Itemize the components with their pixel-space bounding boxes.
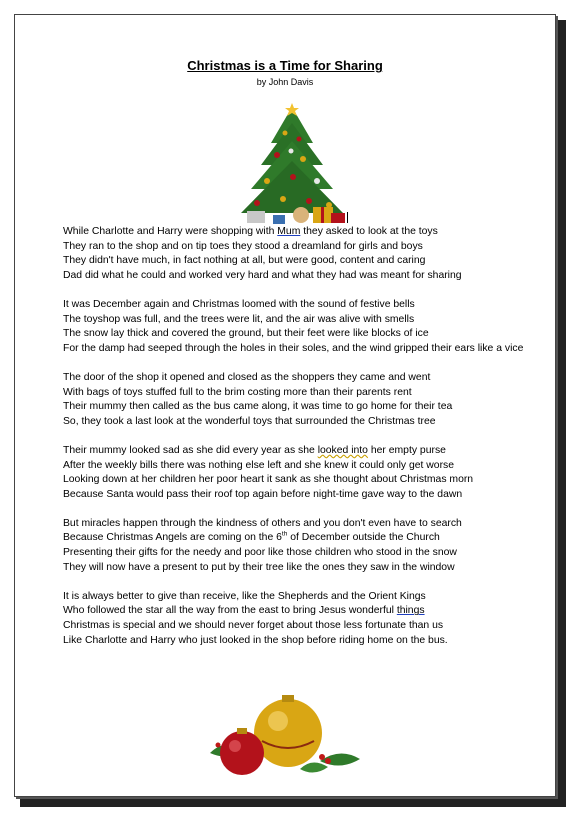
document-title: Christmas is a Time for Sharing: [187, 58, 383, 73]
document-author: by John Davis: [256, 77, 314, 87]
poem-line: Their mummy then called as the bus came along, it was time to go home for their tea: [63, 401, 453, 413]
poem-text: they asked to look at the toys: [300, 226, 438, 237]
poem-line: For the damp had seeped through the holes in their soles, and the wind gripped their ears like a vice: [63, 342, 524, 354]
poem-line: With bags of toys stuffed full to the brim costing more than their parents rent: [63, 386, 412, 398]
christmas-baubles-icon: [200, 683, 365, 783]
poem-line: It was December again and Christmas loomed with the sound of festive bells: [63, 298, 415, 310]
poem-line: The toyshop was full, and the trees were lit, and the air was alive with smells: [63, 313, 415, 325]
stanza: [63, 371, 533, 429]
poem-line: So, they took a last look at the wonderful toys that surrounded the Christmas tree: [63, 415, 436, 427]
stanza: [63, 444, 533, 502]
poem-text: Their mummy looked sad as she did every year as she: [63, 444, 318, 456]
poem-text: While Charlotte and Harry were shopping with: [63, 226, 278, 237]
poem-body: [63, 225, 533, 663]
poem-line: They will now have a present to put by their tree like the ones they saw in the window: [63, 561, 455, 573]
poem-line: They didn't have much, in fact nothing at all, but were good, content and caring: [63, 255, 426, 267]
poem-line: They ran to the shop and on tip toes they stood a dreamland for girls and boys: [63, 240, 423, 252]
stanza: [63, 298, 533, 356]
poem-text-underlined: things: [396, 605, 425, 617]
poem-line: The snow lay thick and covered the ground, but their feet were like blocks of ice: [63, 328, 429, 340]
poem-text: Because Christmas Angels are coming on the 6: [63, 532, 282, 544]
ordinal-superscript: th: [281, 531, 288, 538]
poem-text-flagged: looked into: [317, 444, 368, 456]
poem-line: [63, 444, 533, 459]
poem-line: But miracles happen through the kindness of others and you don't even have to search: [63, 517, 462, 529]
poem-line: [63, 225, 533, 240]
document-page: [14, 14, 556, 797]
stanza: [63, 517, 533, 575]
poem-line: Christmas is special and we should never forget about those less fortunate than us: [63, 620, 444, 632]
christmas-tree-icon: [233, 103, 351, 225]
poem-text: of December outside the Church: [287, 532, 440, 544]
poem-line: [63, 531, 533, 546]
text-cursor: [347, 212, 348, 223]
poem-text: her empty purse: [367, 444, 446, 456]
poem-line: It is always better to give than receive, like the Shepherds and the Orient Kings: [63, 590, 426, 602]
poem-line: Like Charlotte and Harry who just looked in the shop before riding home on the bus.: [63, 634, 448, 646]
poem-line: The door of the shop it opened and closed as the shoppers they came and went: [63, 371, 431, 383]
poem-line: [63, 604, 533, 619]
poem-line: Dad did what he could and worked very hard and what they had was meant for sharing: [63, 269, 462, 281]
poem-line: After the weekly bills there was nothing else left and she knew it could only get worse: [63, 459, 455, 471]
poem-text-underlined: Mum: [277, 226, 301, 237]
poem-line: Because Santa would pass their roof top again before night-time gave way to the dawn: [63, 488, 463, 500]
stanza: [63, 225, 533, 283]
stanza: [63, 590, 533, 648]
poem-line: Presenting their gifts for the needy and poor like those children who stood in the snow: [63, 547, 457, 559]
poem-line: Looking down at her children her poor heart it sank as she thought about Christmas morn: [63, 474, 474, 486]
poem-text: Who followed the star all the way from the east to bring Jesus wonderful: [63, 605, 397, 617]
